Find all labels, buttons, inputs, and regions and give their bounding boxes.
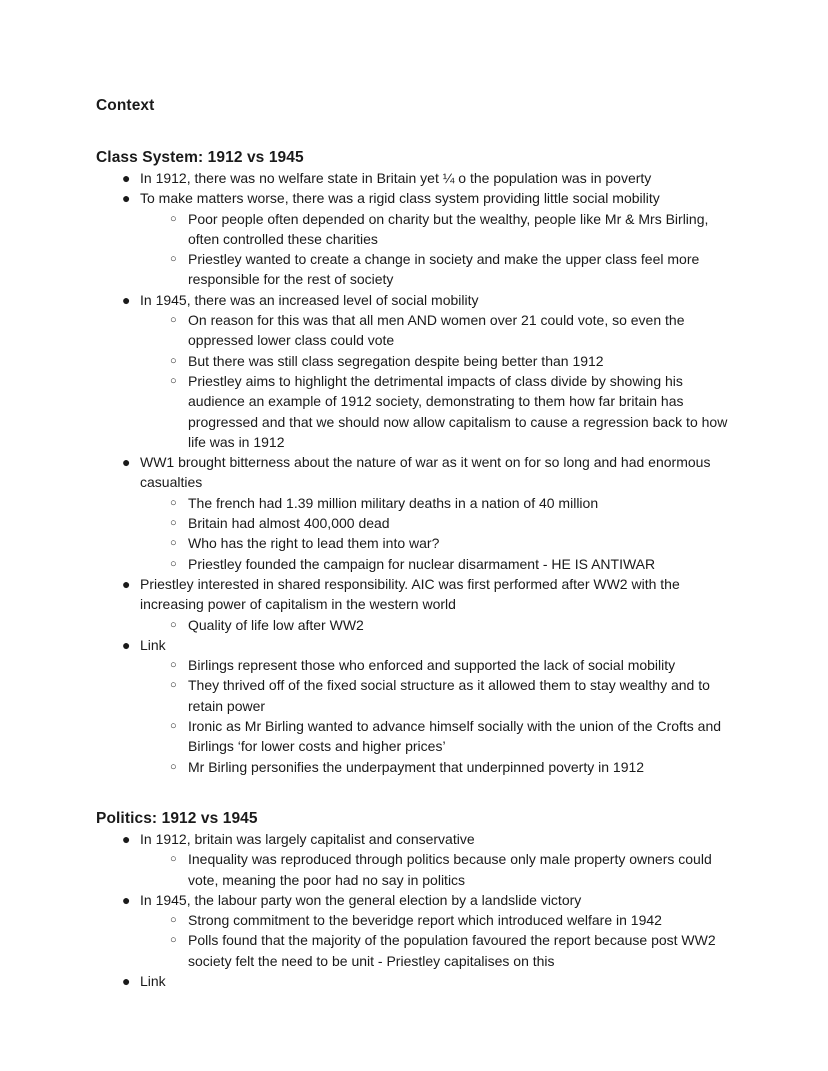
bullet-item-level2 — [96, 910, 732, 930]
disc-bullet-icon: ● — [122, 830, 131, 847]
bullet-text: Mr Birling personifies the underpayment that underpinned poverty in 1912 — [188, 758, 645, 775]
bullet-row — [96, 615, 732, 635]
bullet-text: WW1 brought bitterness about the nature of war as it went on for so long and had enormous casualties — [140, 454, 711, 491]
sections-container — [96, 148, 732, 991]
bullet-row — [96, 829, 732, 849]
disc-bullet-icon: ● — [122, 190, 131, 207]
bullet-item-level2 — [96, 371, 732, 452]
disc-bullet-icon: ● — [122, 291, 131, 308]
bullet-item-level1 — [96, 635, 732, 655]
bullet-row — [96, 890, 732, 910]
bullet-row — [96, 249, 732, 290]
bullet-text: In 1912, britain was largely capitalist and conservative — [140, 830, 475, 847]
bullet-text: They thrived off of the fixed social structure as it allowed them to stay wealthy and to retain power — [188, 677, 710, 714]
bullet-item-level1 — [96, 971, 732, 991]
bullet-text: Priestley founded the campaign for nuclear disarmament - HE IS ANTIWAR — [188, 555, 656, 572]
bullet-text: Who has the right to lead them into war? — [188, 535, 440, 552]
circle-bullet-icon: ○ — [170, 720, 177, 733]
bullet-text: Link — [140, 636, 166, 653]
bullet-row — [96, 533, 732, 553]
circle-bullet-icon: ○ — [170, 314, 177, 327]
circle-bullet-icon: ○ — [170, 934, 177, 947]
bullet-item-level1 — [96, 290, 732, 310]
bullet-text: Inequality was reproduced through politics because only male property owners could vote, meaning the poor had no say in politics — [188, 851, 712, 888]
bullet-text: Link — [140, 972, 166, 989]
page-title: Context — [96, 97, 155, 114]
bullet-text: On reason for this was that all men AND women over 21 could vote, so even the oppressed lower class could vote — [188, 312, 685, 349]
circle-bullet-icon: ○ — [170, 557, 177, 570]
bullet-row — [96, 757, 732, 777]
bullet-item-level2 — [96, 615, 732, 635]
bullet-text: Strong commitment to the beveridge report which introduced welfare in 1942 — [188, 912, 662, 929]
bullet-row — [96, 930, 732, 971]
circle-bullet-icon: ○ — [170, 659, 177, 672]
circle-bullet-icon: ○ — [170, 212, 177, 225]
bullet-text: Birlings represent those who enforced and supported the lack of social mobility — [188, 657, 676, 674]
bullet-row — [96, 554, 732, 574]
circle-bullet-icon: ○ — [170, 853, 177, 866]
bullet-item-level1 — [96, 574, 732, 615]
bullet-text: In 1912, there was no welfare state in Britain yet ¼ o the population was in poverty — [140, 170, 652, 186]
bullet-row — [96, 493, 732, 513]
section-heading: Politics: 1912 vs 1945 — [96, 809, 258, 827]
bullet-row — [96, 168, 732, 188]
bullet-text: In 1945, the labour party won the general election by a landslide victory — [140, 891, 582, 908]
bullet-text: Priestley wanted to create a change in society and make the upper class feel more responsible for the rest of society — [188, 251, 700, 288]
bullet-row — [96, 209, 732, 250]
bullet-item-level2 — [96, 930, 732, 971]
bullet-text: Ironic as Mr Birling wanted to advance himself socially with the union of the Crofts and Birlings ‘for lower costs and higher prices’ — [188, 718, 722, 755]
bullet-item-level2 — [96, 554, 732, 574]
bullet-text: Britain had almost 400,000 dead — [188, 515, 390, 532]
disc-bullet-icon: ● — [122, 170, 131, 186]
bullet-row — [96, 849, 732, 890]
circle-bullet-icon: ○ — [170, 760, 177, 773]
bullet-item-level1 — [96, 168, 732, 188]
circle-bullet-icon: ○ — [170, 618, 177, 631]
bullet-item-level2 — [96, 310, 732, 351]
title-spacer — [96, 116, 732, 148]
bullet-row — [96, 716, 732, 757]
bullet-text: Polls found that the majority of the population favoured the report because post WW2 society felt the need to be unit - Priestley capitalises on this — [188, 932, 716, 969]
circle-bullet-icon: ○ — [170, 253, 177, 266]
bullet-list — [96, 829, 732, 991]
bullet-row — [96, 635, 732, 655]
disc-bullet-icon: ● — [122, 575, 131, 592]
bullet-text: Poor people often depended on charity but the wealthy, people like Mr & Mrs Birling, often controlled these charities — [188, 210, 709, 247]
section-heading: Class System: 1912 vs 1945 — [96, 149, 304, 166]
bullet-row — [96, 351, 732, 371]
bullet-item-level2 — [96, 513, 732, 533]
bullet-row — [96, 655, 732, 675]
bullet-row — [96, 513, 732, 533]
bullet-text: The french had 1.39 million military deaths in a nation of 40 million — [188, 494, 599, 511]
bullet-text: Priestley aims to highlight the detrimental impacts of class divide by showing his audience an example of 1912 society, demonstrating to them how far britain has progressed and that we should now allow capitalism to cause a regression back to how life was in 1912 — [188, 372, 728, 450]
bullet-item-level2 — [96, 533, 732, 553]
bullet-item-level2 — [96, 675, 732, 716]
bullet-row — [96, 290, 732, 310]
bullet-item-level2 — [96, 351, 732, 371]
bullet-item-level2 — [96, 493, 732, 513]
bullet-list — [96, 168, 732, 777]
circle-bullet-icon: ○ — [170, 914, 177, 927]
bullet-text: Priestley interested in shared responsibility. AIC was first performed after WW2 with the increasing power of capitalism in the western world — [140, 575, 680, 613]
bullet-row — [96, 371, 732, 452]
bullet-item-level2 — [96, 757, 732, 777]
circle-bullet-icon: ○ — [170, 517, 177, 530]
bullet-item-level1 — [96, 890, 732, 910]
bullet-text: To make matters worse, there was a rigid class system providing little social mobility — [140, 190, 660, 207]
bullet-item-level2 — [96, 655, 732, 675]
bullet-item-level2 — [96, 849, 732, 890]
circle-bullet-icon: ○ — [170, 679, 177, 692]
circle-bullet-icon: ○ — [170, 496, 177, 509]
bullet-item-level2 — [96, 716, 732, 757]
bullet-row — [96, 971, 732, 991]
bullet-row — [96, 188, 732, 208]
bullet-text: But there was still class segregation despite being better than 1912 — [188, 352, 604, 369]
bullet-item-level1 — [96, 452, 732, 493]
bullet-row — [96, 452, 732, 493]
bullet-row — [96, 574, 732, 615]
bullet-item-level1 — [96, 829, 732, 849]
bullet-row — [96, 310, 732, 351]
bullet-item-level1 — [96, 188, 732, 208]
bullet-row — [96, 675, 732, 716]
circle-bullet-icon: ○ — [170, 354, 177, 367]
disc-bullet-icon: ● — [122, 636, 131, 653]
circle-bullet-icon: ○ — [170, 374, 177, 387]
disc-bullet-icon: ● — [122, 891, 131, 908]
bullet-row — [96, 910, 732, 930]
disc-bullet-icon: ● — [122, 972, 131, 989]
bullet-item-level2 — [96, 249, 732, 290]
bullet-text: Quality of life low after WW2 — [188, 616, 364, 633]
bullet-item-level2 — [96, 209, 732, 250]
bullet-text: In 1945, there was an increased level of social mobility — [140, 291, 479, 308]
section-spacer — [96, 777, 732, 809]
circle-bullet-icon: ○ — [170, 537, 177, 550]
disc-bullet-icon: ● — [122, 454, 131, 471]
